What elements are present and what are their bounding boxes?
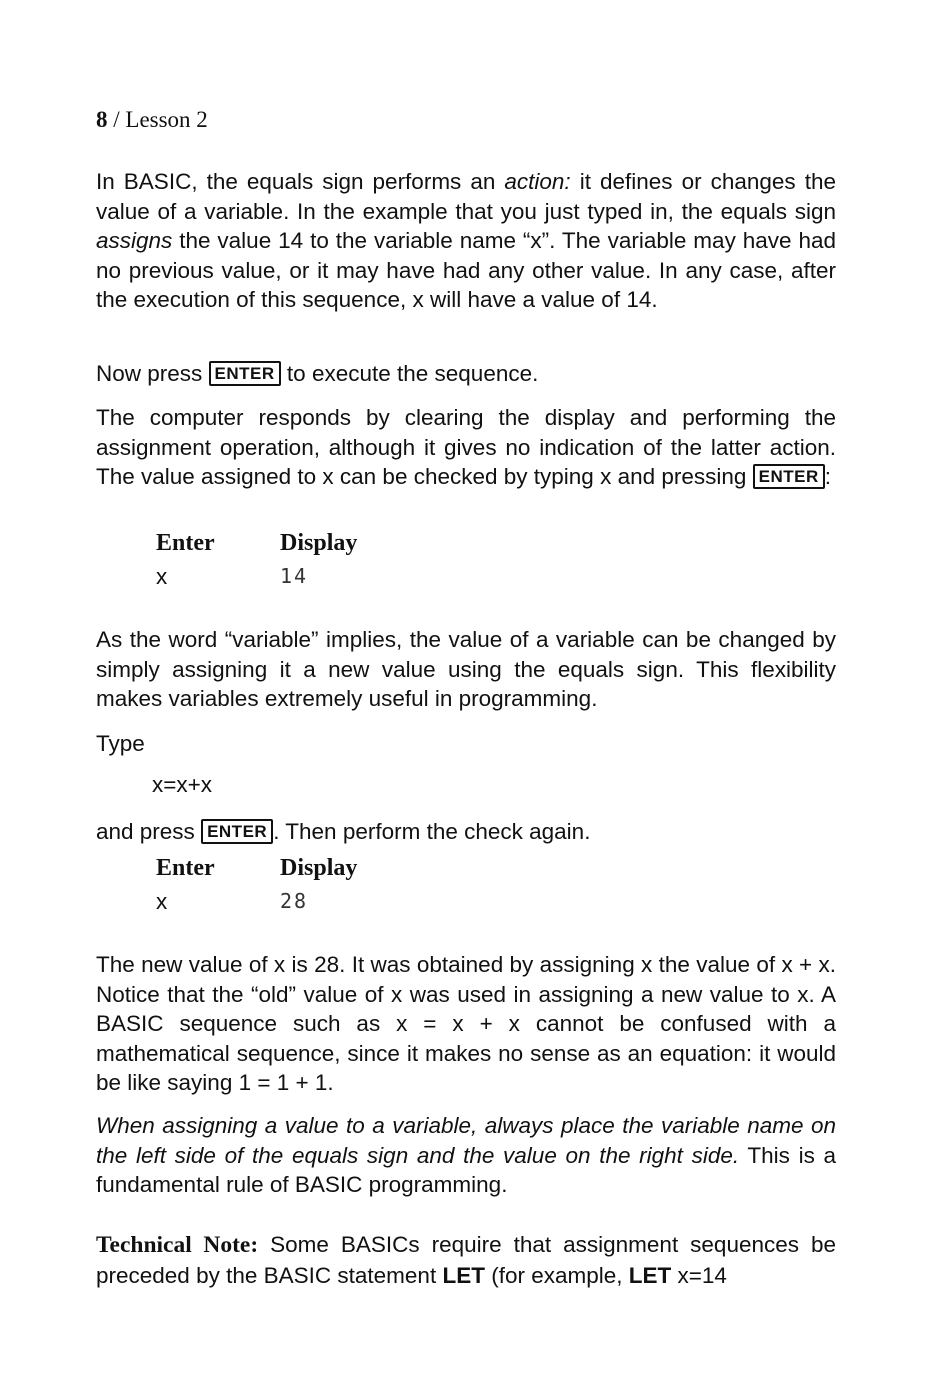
display-value: 28	[280, 889, 309, 913]
enter-key: ENTER	[753, 464, 825, 489]
text: Some BASICs require that assignment sequences be preceded by the BASIC statement	[96, 1232, 836, 1288]
display-value: 14	[280, 564, 309, 588]
text: :	[824, 464, 832, 489]
text: and press	[96, 819, 202, 844]
paragraph-variable-flexibility: As the word “variable” implies, the value of a variable can be changed by simply assigning it a new value using the equals sign. This flexibility makes variables extremely useful in programming.	[96, 627, 836, 711]
text: The computer responds by clearing the display and performing the assignment operation, although it gives no indication of the latter action. The value assigned to x can be checked by typing x and pressing	[96, 405, 836, 489]
enter-key: ENTER	[209, 361, 281, 386]
paragraph-press-enter-again	[96, 817, 836, 847]
emphasis: assigns	[96, 228, 173, 253]
paragraph-rule	[96, 1111, 836, 1200]
emphasis: When assigning a value to a variable, always place the variable name on the left side of the equals sign and the value on the right side.	[96, 1113, 836, 1168]
keyword-let: LET	[628, 1262, 672, 1288]
paragraph-press-enter	[96, 359, 836, 389]
column-header-enter: Enter	[156, 855, 215, 881]
text: In BASIC, the equals sign performs an	[96, 169, 505, 194]
paragraph-computer-responds	[96, 403, 836, 492]
text: Now press	[96, 361, 209, 386]
text: This is a fundamental rule of BASIC programming.	[96, 1142, 836, 1197]
header-separator: /	[107, 107, 126, 132]
page-number: 8	[96, 107, 108, 132]
lesson-title: Lesson 2	[125, 107, 208, 132]
text: (for example,	[484, 1262, 629, 1288]
enter-key: ENTER	[201, 819, 273, 844]
technical-note	[96, 1230, 836, 1290]
text: to execute the sequence.	[280, 361, 539, 386]
column-header-display: Display	[280, 855, 358, 881]
paragraph-new-value: The new value of x is 28. It was obtained by assigning x the value of x + x. Notice that the “old” value of x was used in assigning a new value to x. A BASIC sequence such as x = x + x cannot be confused with a mathematical sequence, since it makes no sense as an equation: it would be like saying 1 = 1 + 1.	[96, 952, 836, 1095]
text: x=14	[671, 1262, 727, 1288]
page-header	[96, 107, 208, 133]
text: the value 14 to the variable name “x”. The variable may have had no previous value, or it may have had any other value. In any case, after the execution of this sequence, x will have a value of 14.	[96, 228, 836, 312]
column-header-display: Display	[280, 530, 358, 556]
column-header-enter: Enter	[156, 530, 215, 556]
enter-value: x	[156, 564, 168, 589]
text: . Then perform the check again.	[273, 819, 591, 844]
code-line: x=x+x	[152, 772, 213, 797]
text: it defines or changes the value of a variable. In the example that you just typed in, the equals sign	[96, 169, 836, 224]
emphasis: action:	[504, 169, 571, 194]
keyword-let: LET	[442, 1262, 485, 1288]
type-label: Type	[96, 731, 145, 756]
enter-value: x	[156, 889, 168, 914]
paragraph-equals-action	[96, 167, 836, 315]
technical-note-label: Technical Note:	[96, 1232, 259, 1258]
